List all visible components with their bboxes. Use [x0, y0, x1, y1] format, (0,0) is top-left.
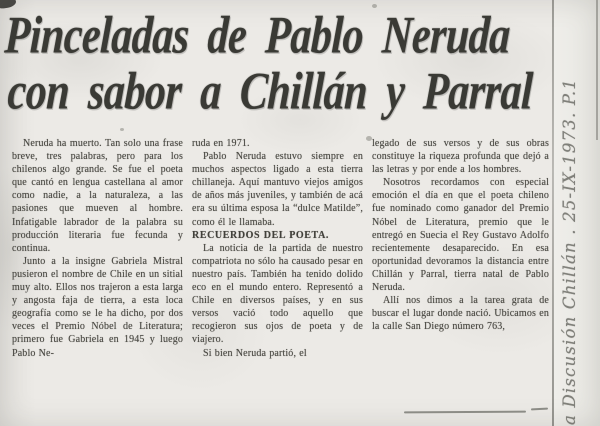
paragraph-continuation: legado de sus versos y de sus obras constituye la riqueza profunda que dejó a las letras y por ende a los hombres. [372, 138, 549, 176]
paragraph: Allí nos dimos a la tarea grata de buscar el lugar donde nació. Ubicamos en la calle San Diego número 763, [372, 295, 549, 333]
paragraph: Junto a la insigne Gabriela Mistral pusieron el nombre de Chile en un sitial muy alto. Ellos nos trajeron a esta larga y angosta faja de tierra, a esta loca geografía como se le ha dicho, por dos veces el Premio Nóbel de Literatura; primero fue Gabriela en 1945 y luego Pablo Ne- [12, 255, 183, 359]
article-column-1 [12, 137, 183, 360]
paragraph: Pablo Neruda estuvo siempre en muchos aspectos ligado a esta tierra chillaneja. Aquí mantuvo viejos amigos de años más juveniles, y también de acá era su última esposa la “dulce Matilde”, como él le llamaba. [192, 151, 363, 228]
headline-line-2: con sabor a Chillán y Parral [6, 63, 534, 122]
paragraph: Neruda ha muerto. Tan solo una frase breve, tres palabras, pero para los chilenos algo grande. Se fue el poeta que cantó en lengua castellana al amor como nadie, a la naturaleza, a las pasiones que mueven al hombre. Infatigable labrador de la palabra su producción literaria fue fecunda y continua. [12, 138, 183, 254]
pencil-divider-line [552, 0, 554, 426]
paragraph: Nosotros recordamos con especial emoción el día en que el poeta chileno fue nominado como ganador del Premio Nóbel de Literatura, premio que le entregó en Suecia el Rey Gustavo Adolfo recientemente desaparecido. En esa oportunidad devoramos la distancia entre Chillán y Parral, tierra natal de Pablo Neruda. [372, 177, 549, 294]
scan-speck [120, 128, 124, 131]
paragraph: La noticia de la partida de nuestro compatriota no sólo ha causado pesar en nuestro país. También ha tenido dolido eco en el mundo entero. Representó a Chile en diversos países, y en sus versos vació todo aquello que recogieron sus ojos de poeta y de viajero. [192, 242, 363, 346]
section-subhead: RECUERDOS DEL POETA. [192, 229, 330, 241]
column-end-rule [404, 411, 526, 414]
headline-line-1: Pinceladas de Pablo Neruda [3, 7, 512, 66]
paper-edge-line [596, 0, 598, 140]
column-end-rule-dash [531, 408, 548, 411]
article-column-2 [192, 137, 363, 360]
article-column-3 [372, 137, 549, 360]
paragraph-continuation: ruda en 1971. [192, 138, 250, 149]
paragraph: Si bien Neruda partió, el [203, 347, 307, 359]
handwritten-annotation: a Discusión Chillán . 25-IX-1973. P.1 [560, 78, 579, 425]
article-body [12, 137, 549, 360]
